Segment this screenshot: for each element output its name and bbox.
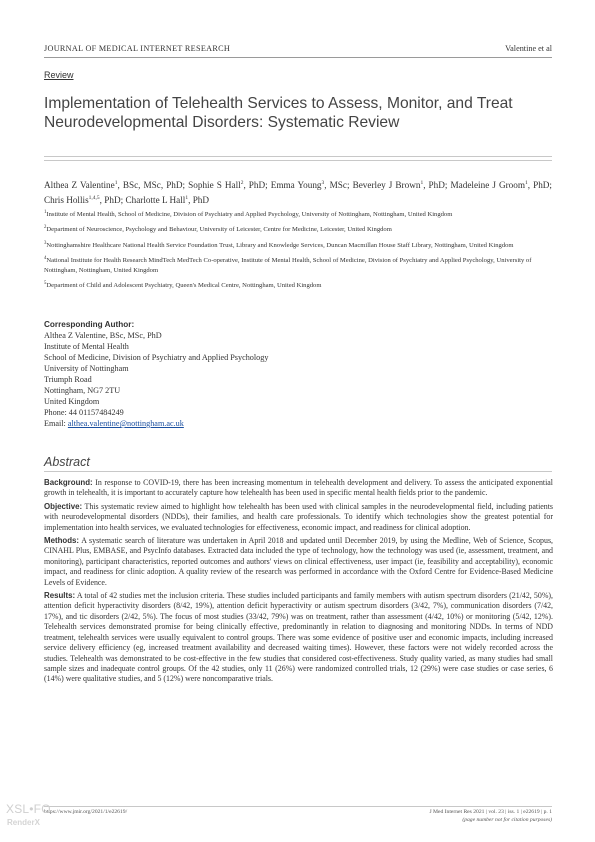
affiliation-number: 2: [44, 225, 47, 231]
abstract-methods: [44, 536, 553, 588]
journal-name: JOURNAL OF MEDICAL INTERNET RESEARCH: [44, 44, 231, 53]
abstract-body: [44, 478, 553, 688]
title-divider-bottom: [44, 160, 552, 161]
affiliation: [44, 223, 552, 234]
running-author: Valentine et al: [505, 44, 552, 53]
corresponding-author-label: Corresponding Author:: [44, 320, 135, 329]
footer-divider: [44, 806, 552, 807]
title-divider-top: [44, 156, 552, 157]
email-link[interactable]: althea.valentine@nottingham.ac.uk: [67, 419, 184, 428]
corresponding-line: Phone: 44 01157484249: [44, 408, 124, 417]
author-affiliation-mark: 1: [524, 180, 528, 186]
author-affiliation-mark: 1,4,5: [88, 195, 100, 202]
logo-main-text: XSL•FO: [6, 802, 51, 816]
abstract-section-text: A systematic search of literature was undertaken in April 2018 and updated until December 2019, by using the Medline, Web of Science, Scopus, CINAHL Plus, EMBASE, and PsycInfo databases. Extracted data included the type of technology, how the technology was used (ie, assessment, treatment, and monitoring), participant characteristics, reported outcomes and authors' views on clinical effectiveness, user impact (ie, feasibility and acceptability), economic impact, and readiness for clinic adoption. A quality review of the research was performed in accordance with the Oxford Centre for Evidence-Based Medicine Levels of Evidence.: [44, 536, 553, 587]
abstract-section-label: Background:: [44, 478, 93, 487]
abstract-section-label: Methods:: [44, 536, 80, 546]
corresponding-line: United Kingdom: [44, 397, 100, 406]
affiliation-text: Department of Child and Adolescent Psychiatry, Queen's Medical Centre, Nottingham, United Kingdom: [46, 282, 322, 290]
corresponding-line: School of Medicine, Division of Psychiatry and Applied Psychology: [44, 353, 269, 362]
header-divider: [44, 57, 552, 58]
affiliation: [44, 239, 552, 250]
abstract-section-text: In response to COVID-19, there has been increasing momentum in telehealth development and delivery. To assess the anticipated exponential growth in telehealth, it is important to accurately capture how telehealth has been used in specific mental health fields prior to the pandemic.: [44, 478, 553, 498]
article-url[interactable]: https://www.jmir.org/2021/1/e22619/: [44, 809, 128, 815]
corresponding-line: Nottingham, NG7 2TU: [44, 386, 121, 395]
author-affiliation-mark: 1: [114, 180, 118, 186]
author-name: Charlotte L Hall: [125, 195, 186, 206]
article-title: Implementation of Telehealth Services to Assess, Monitor, and Treat Neurodevelopmental Disorders: Systematic Review: [44, 95, 513, 131]
affiliation: [44, 208, 552, 219]
renderx-logo: [6, 802, 54, 836]
affiliation-text: National Institute for Health Research MindTech MedTech Co-operative, Institute of Mental Health, School of Medicine, Division of Psychiatry and Applied Psychology, University of Nottingham, Nottingham, United Kingdom: [44, 257, 532, 274]
affiliation-number: 1: [44, 210, 47, 215]
page-number-note: (page number not for citation purposes): [462, 817, 552, 823]
corresponding-author-block: [44, 319, 552, 429]
author-name: Emma Young: [270, 180, 322, 191]
affiliation-number: 4: [44, 256, 47, 262]
author-list: [44, 177, 552, 207]
affiliation-text: Nottinghamshire Healthcare National Health Service Foundation Trust, Library and Knowledge Services, Duncan Macmillan House Staff Library, Nottingham, United Kingdom: [46, 242, 514, 250]
author-affiliation-mark: 1: [185, 195, 189, 202]
abstract-section-text: This systematic review aimed to highlight how telehealth has been used with clinical samples in the neurodevelopmental field, including patients with neurodevelopmental disorders (NDDs), their families, and health care professionals. To identify which technologies show the greatest potential for implementation into health services, we evaluated technologies for effectiveness, economic impact, and readiness for clinical adoption.: [44, 501, 553, 532]
author-name: Beverley J Brown: [352, 180, 421, 191]
corresponding-line: University of Nottingham: [44, 364, 129, 373]
abstract-section-label: Objective:: [44, 501, 83, 511]
author-degrees: , PhD;: [243, 180, 271, 191]
author-degrees: , PhD: [188, 195, 210, 206]
affiliation-text: Institute of Mental Health, School of Medicine, Division of Psychiatry and Applied Psychology, University of Nottingham, Nottingham, United Kingdom: [46, 211, 453, 219]
email-row: [44, 418, 552, 429]
author-name: Madeleine J Groom: [450, 180, 525, 191]
author-name: Althea Z Valentine: [44, 180, 115, 191]
author-affiliation-mark: 3: [321, 180, 325, 186]
abstract-divider: [44, 471, 552, 472]
article-type-label: Review: [44, 70, 74, 80]
affiliation-list: [44, 208, 552, 295]
author-degrees: , MSc;: [324, 180, 353, 191]
abstract-objective: [44, 502, 553, 533]
abstract-heading: Abstract: [44, 455, 90, 469]
affiliation-number: 5: [44, 281, 47, 287]
affiliation: [44, 254, 552, 275]
author-degrees: , PhD;: [423, 180, 451, 191]
abstract-section-label: Results:: [44, 591, 76, 601]
email-label: Email:: [44, 419, 68, 428]
author-degrees: , BSc, MSc, PhD;: [117, 180, 189, 191]
corresponding-line: Institute of Mental Health: [44, 342, 129, 351]
abstract-results: [44, 591, 553, 685]
affiliation-text: Department of Neuroscience, Psychology and Behaviour, University of Leicester, Centre for Medicine, Leicester, United Kingdom: [46, 226, 392, 234]
corresponding-line: Althea Z Valentine, BSc, MSc, PhD: [44, 331, 162, 340]
affiliation-number: 3: [44, 240, 47, 246]
author-affiliation-mark: 2: [240, 180, 244, 186]
corresponding-line: Triumph Road: [44, 375, 92, 384]
abstract-section-text: A total of 42 studies met the inclusion criteria. These studies included participants and family members with autism spectrum disorders (21/42, 50%), attention deficit hyperactivity disorders (8/42, 19%), attention deficit hyperactivity or autism spectrum disorders (3/42, 7%), communication disorders (7/42, 17%), and tic disorders (2/42, 5%). The focus of most studies (33/42, 79%) was on treatment, rather than assessment (4/42, 10%) or monitoring (5/42, 12%). Telehealth services demonstrated promise for being clinically effective, predominantly in relation to diagnosing and monitoring NDDs. In terms of NDD treatment, telehealth services were usually equivalent to control groups. There was some evidence of positive user and economic impacts, including increased service delivery efficiency (eg, increased treatment availability and decreased waiting times). However, these factors were not widely recorded across the studies. Telehealth was demonstrated to be cost-effective in the few studies that considered cost-effectiveness. Study quality varied, as many studies had small sample sizes and inadequate control groups. Of the 42 studies, only 11 (26%) were randomized controlled trials, 12 (29%) were case studies or case series, 6 (14%) were qualitative studies, and 5 (12%) were noncomparative trials.: [44, 591, 553, 684]
author-affiliation-mark: 1: [420, 180, 424, 186]
author-name: Chris Hollis: [44, 195, 89, 206]
author-degrees: , PhD;: [527, 180, 552, 191]
logo-sub-text: RenderX: [7, 818, 40, 827]
abstract-background: [44, 478, 553, 499]
citation-line: J Med Internet Res 2021 | vol. 23 | iss. 1 | e22619 | p. 1: [429, 809, 552, 815]
affiliation: [44, 279, 552, 290]
author-degrees: , PhD;: [99, 195, 126, 206]
author-name: Sophie S Hall: [188, 180, 241, 191]
